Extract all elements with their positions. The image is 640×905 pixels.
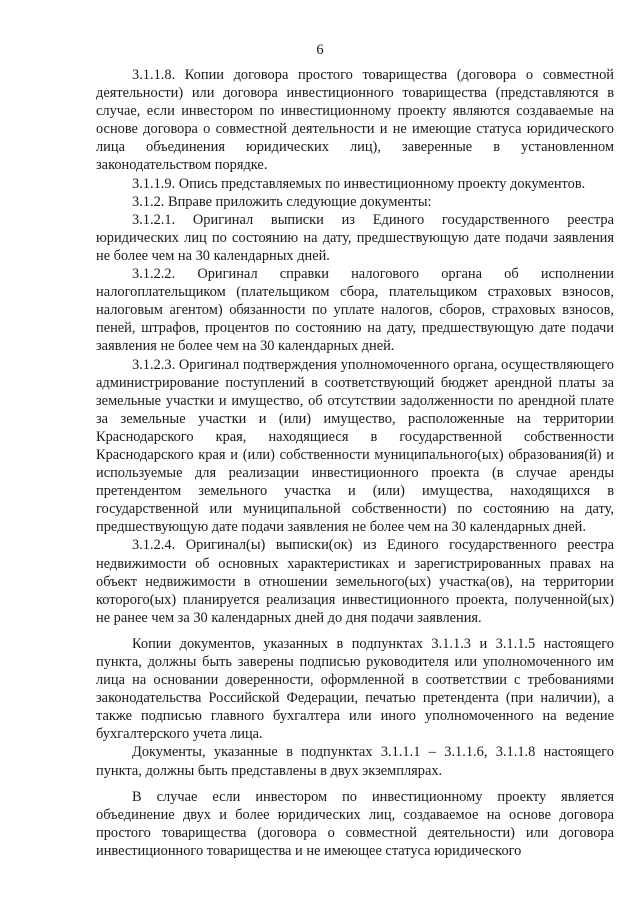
paragraph-3-1-1-9: 3.1.1.9. Опись представляемых по инвестиционному проекту документов. [132, 175, 586, 192]
paragraph-copies-certification: Копии документов, указанных в подпунктах 3.1.1.3 и 3.1.1.5 настоящего пункта, должны быть заверены подписью руководителя или уполномоченного им лица на основании доверенности, оформленной в соответствии с требованиями законодательства Российской Федерации, печатью претендента (при наличии), а также подписью главного бухгалтера или иного уполномоченного на ведение бухгалтерского учета лица. [96, 635, 614, 743]
document-body [96, 66, 614, 860]
paragraph-3-1-2-1: 3.1.2.1. Оригинал выписки из Единого государственного реестра юридических лиц по состоянию на дату, предшествующую дате подачи заявления не более чем на 30 календарных дней. [96, 211, 614, 264]
paragraph-3-1-2: 3.1.2. Вправе приложить следующие документы: [132, 193, 432, 210]
paragraph-3-1-2-4: 3.1.2.4. Оригинал(ы) выписки(ок) из Единого государственного реестра недвижимости об основных характеристиках и зарегистрированных правах на объект недвижимости в отношении земельного(ых) участка(ов), на территории которого(ых) планируется реализация инвестиционного проекта, полученной(ых) не ранее чем за 30 календарных дней до дня подачи заявления. [96, 537, 614, 626]
paragraph-3-1-1-8: 3.1.1.8. Копии договора простого товарищества (договора о совместной деятельности) или договора инвестиционного товарищества (представляются в случае, если инвестором по инвестиционному проекту являются создаваемые на основе договора о совместной деятельности и не имеющие статуса юридического лица объединения юридических лиц), заверенные в установленном законодательством порядке. [96, 67, 614, 174]
paragraph-joint-investor: В случае если инвестором по инвестиционному проекту является объединение двух и более юридических лиц, создаваемое на основе договора простого товарищества (договора о совместной деятельности) или договора инвестиционного товарищества и не имеющее статуса юридического [96, 788, 614, 859]
paragraph-two-copies: Документы, указанные в подпунктах 3.1.1.1 – 3.1.1.6, 3.1.1.8 настоящего пункта, должны быть представлены в двух экземплярах. [96, 744, 614, 779]
paragraph-3-1-2-2: 3.1.2.2. Оригинал справки налогового органа об исполнении налогоплательщиком (плательщиком сбора, плательщиком страховых взносов, налоговым агентом) обязанности по уплате налогов, сборов, страховых взносов, пеней, штрафов, процентов по состоянию на дату, предшествующую дате подачи заявления не более чем на 30 календарных дней. [96, 266, 614, 355]
paragraph-3-1-2-3: 3.1.2.3. Оригинал подтверждения уполномоченного органа, осуществляющего администрирование поступлений в соответствующий бюджет арендной платы за земельные участки и имущество, об отсутствии задолженности по арендной плате за земельные участки и (или) имущество, расположенные на территории Краснодарского края, находящиеся в государственной собственности Краснодарского края и (или) собственности муниципального(ых) образования(й) и используемые для реализации инвестиционного проекта (в случае аренды претендентом земельного участка и (или) имущества, находящихся в государственной или муниципальной собственности) по состоянию на дату, предшествующую дате подачи заявления не более чем на 30 календарных дней. [96, 356, 614, 536]
page-number: 6 [316, 42, 324, 58]
